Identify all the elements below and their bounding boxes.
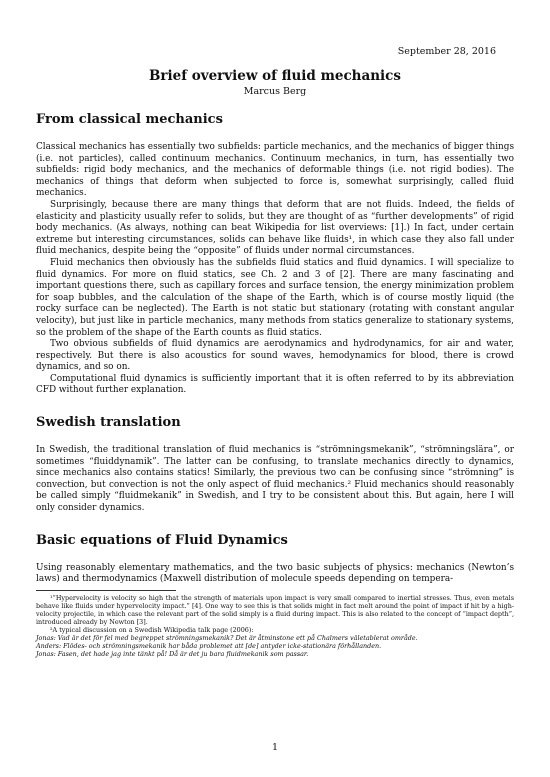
paragraph: Two obvious subfields of fluid dynamics are aerodynamics and hydrodynamics, for air and water, respectively. But there is also acoustics for sound waves, hemodynamics for blood, there is crowd dynamics, and so on. xyxy=(36,339,514,373)
paragraph: Classical mechanics has essentially two subfields: particle mechanics, and the mechanics of bigger things (i.e. not particles), called continuum mechanics. Continuum mechanics, in turn, has essentially two subfields: rigid body mechanics, and the mechanics of deformable things (i.e. not rigid bodies). The mechanics of things that deform when subjected to force is, somewhat surprisingly, called fluid mechanics. xyxy=(36,142,514,199)
paragraph: Computational fluid dynamics is sufficiently important that it is often referred to by its abbreviation CFD without further explanation. xyxy=(36,373,514,396)
body xyxy=(36,112,514,658)
paragraph: Surprisingly, because there are many things that deform that are not fluids. Indeed, the fields of elasticity and plasticity usually refer to solids, but they are thought of as “further developments” of rigid body mechanics. (As always, nothing can beat Wikipedia for list overviews: [1].) In fact, under certain extreme but interesting circumstances, solids can behave like fluids¹, in which case they also fall under fluid mechanics, despite being the “opposite” of fluids under normal circumstances. xyxy=(36,199,514,257)
footnote-quote: Anders: Flödes- och strömningsmekanik har båda problemet att [de] antyder icke-stationära förhållanden. xyxy=(36,641,382,650)
footnote-quote: Jonas: Fasen, det hade jag inte tänkt på! Då är det ju bara fluidmekanik som passar. xyxy=(36,649,309,658)
section-classical-mechanics xyxy=(36,112,514,397)
author: Marcus Berg xyxy=(243,86,307,97)
section-heading: Basic equations of Fluid Dynamics xyxy=(36,532,288,548)
footnotes xyxy=(36,594,514,658)
footnote: ²A typical discussion on a Swedish Wikipedia talk page (2006): xyxy=(50,625,254,634)
section-heading: From classical mechanics xyxy=(36,112,223,127)
section-swedish-translation xyxy=(36,415,514,515)
section-heading: Swedish translation xyxy=(36,415,181,431)
paragraph: Using reasonably elementary mathematics, and the two basic subjects of physics: mechanics (Newton’s laws) and thermodynamics (Maxwell distribution of molecule speeds depending on tempera- xyxy=(36,562,514,585)
footnote: ¹“Hypervelocity is velocity so high that the strength of materials upon impact is very small compared to inertial stresses. Thus, even metals behave like fluids under hypervelocity impact.” [4]. One way to see this is that solids might in fact melt around the point of impact if hit by a high-velocity projectile, in which case the relevant part of the solid simply is a fluid during impact. This is also related to the concept of “impact depth”, introduced already by Newton [3]. xyxy=(36,593,514,626)
section-basic-equations xyxy=(36,533,514,586)
paper-title: Brief overview of fluid mechanics xyxy=(148,68,401,84)
date: September 28, 2016 xyxy=(397,46,496,57)
paragraph: Fluid mechanics then obviously has the subfields fluid statics and fluid dynamics. I will specialize to fluid dynamics. For more on fluid statics, see Ch. 2 and 3 of [2]. There are many fascinating and important questions there, such as capillary forces and surface tension, the energy minimization problem for soap bubbles, and the calculation of the shape of the Earth, which is of course mostly liquid (the rocky surface can be neglected). The Earth is not static but stationary (rotating with constant angular velocity), but just like in particle mechanics, many methods from statics generalize to stationary systems, so the problem of the shape of the Earth counts as fluid statics. xyxy=(36,257,514,338)
paragraph: In Swedish, the traditional translation of fluid mechanics is “strömningsmekanik”, “strömningslära”, or sometimes “fluiddynamik”. The latter can be confusing, to translate mechanics directly to dynamics, since mechanics also contains statics! Similarly, the previous two can be confusing since “strömning” is convection, but convection is not the only aspect of fluid mechanics.² Fluid mechanics should reasonably be called simply “fluidmekanik” in Swedish, and I try to be consistent about this. But again, here I will only consider dynamics. xyxy=(36,445,514,514)
footnote-quote: Jonas: Vad är det för fel med begreppet strömningsmekanik? Det är åtminstone ett på Chalmers väletablerat område. xyxy=(36,633,418,642)
footnote-rule xyxy=(36,590,176,591)
page-number: 1 xyxy=(271,742,279,753)
